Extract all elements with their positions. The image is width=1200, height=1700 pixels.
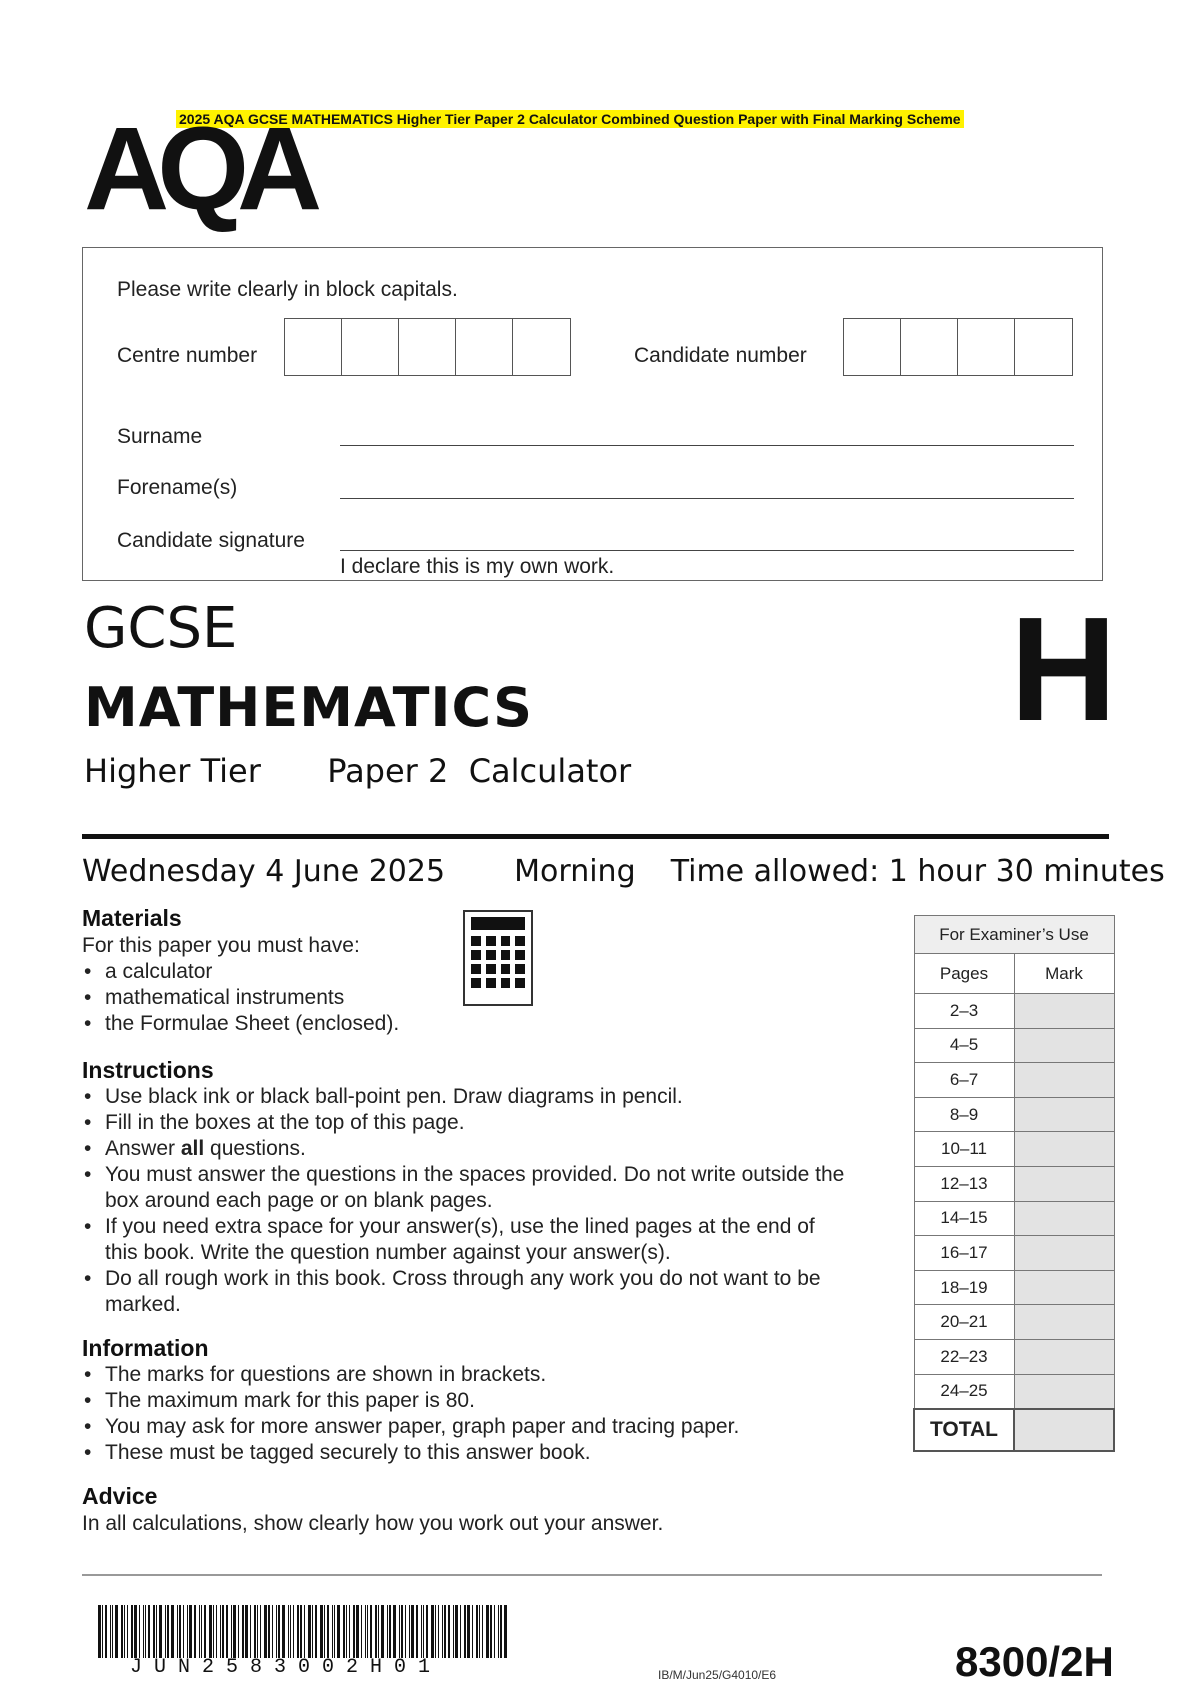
table-row: 22–23 — [914, 1339, 1114, 1374]
signature-label: Candidate signature — [117, 529, 305, 552]
time-allowed: Time allowed: 1 hour 30 minutes — [670, 854, 1165, 889]
examiner-use-table — [913, 915, 1115, 1452]
information-heading: Information — [82, 1335, 209, 1361]
exam-date-row — [82, 854, 1165, 889]
table-row: 18–19 — [914, 1270, 1114, 1305]
information-section — [82, 1335, 862, 1466]
list-item: • Use black ink or black ball-point pen. Draw diagrams in pencil. — [82, 1084, 852, 1110]
list-item: • Fill in the boxes at the top of this page. — [82, 1110, 852, 1136]
exam-date: Wednesday 4 June 2025 — [82, 854, 446, 889]
tier-letter: H — [1010, 587, 1117, 752]
table-row: 12–13 — [914, 1166, 1114, 1201]
total-row — [914, 1409, 1114, 1451]
instructions-section — [82, 1057, 852, 1318]
centre-number-label: Centre number — [117, 344, 258, 367]
list-item: • You may ask for more answer paper, graph paper and tracing paper. — [82, 1414, 862, 1440]
candidate-digit-box[interactable] — [958, 319, 1015, 375]
examiner-table-title: For Examiner’s Use — [914, 916, 1114, 954]
candidate-number-label: Candidate number — [634, 344, 807, 367]
mark-cell — [1014, 1270, 1114, 1305]
mark-cell — [1014, 1063, 1114, 1098]
materials-list — [82, 959, 842, 1037]
list-item: • a calculator — [82, 959, 842, 985]
table-row: 16–17 — [914, 1236, 1114, 1271]
list-item: • Do all rough work in this book. Cross through any work you do not want to be marked. — [82, 1266, 852, 1318]
tier-label: Higher Tier — [84, 752, 261, 790]
instructions-heading: Instructions — [82, 1057, 214, 1083]
declaration-text: I declare this is my own work. — [340, 555, 615, 578]
mark-cell — [1014, 1236, 1114, 1271]
table-row: 24–25 — [914, 1374, 1114, 1409]
mark-cell — [1014, 1305, 1114, 1340]
total-label: TOTAL — [914, 1409, 1014, 1451]
centre-digit-box[interactable] — [399, 319, 456, 375]
mark-column-header: Mark — [1014, 954, 1114, 994]
aqa-logo: AQA — [84, 103, 311, 235]
candidate-digit-box[interactable] — [901, 319, 958, 375]
table-row: 20–21 — [914, 1305, 1114, 1340]
materials-heading: Materials — [82, 905, 182, 931]
table-row: 6–7 — [914, 1063, 1114, 1098]
mark-cell — [1014, 994, 1114, 1029]
barcode-text: JUN2583002H01 — [130, 1656, 443, 1679]
title-divider — [82, 834, 1109, 839]
list-item: • The marks for questions are shown in brackets. — [82, 1362, 862, 1388]
table-row: 4–5 — [914, 1028, 1114, 1063]
mark-cell — [1014, 1097, 1114, 1132]
paper-label: Paper 2 Calculator — [327, 752, 632, 790]
table-row: 8–9 — [914, 1097, 1114, 1132]
list-item: • The maximum mark for this paper is 80. — [82, 1388, 862, 1414]
centre-digit-box[interactable] — [285, 319, 342, 375]
list-item: • If you need extra space for your answer(s), use the lined pages at the end of this book. Write the question number against your answer(s). — [82, 1214, 852, 1266]
table-row: 14–15 — [914, 1201, 1114, 1236]
mark-cell — [1014, 1201, 1114, 1236]
total-mark-cell — [1014, 1409, 1114, 1451]
barcode-icon — [98, 1605, 510, 1658]
footer-divider — [82, 1574, 1102, 1576]
subject-title: MATHEMATICS — [84, 676, 534, 739]
forenames-line[interactable] — [340, 498, 1074, 499]
advice-text: In all calculations, show clearly how you work out your answer. — [82, 1512, 664, 1535]
paper-code: 8300/2H — [955, 1638, 1114, 1685]
table-row: 2–3 — [914, 994, 1114, 1029]
mark-cell — [1014, 1166, 1114, 1201]
mark-cell — [1014, 1028, 1114, 1063]
header-banner: 2025 AQA GCSE MATHEMATICS Higher Tier Paper 2 Calculator Combined Question Paper with Final Marking Scheme — [176, 110, 964, 128]
centre-digit-box[interactable] — [513, 319, 570, 375]
mark-cell — [1014, 1374, 1114, 1409]
pages-column-header: Pages — [914, 954, 1014, 994]
candidate-details-box — [82, 247, 1103, 581]
list-item: • Answer all questions. — [82, 1136, 852, 1162]
candidate-digit-box[interactable] — [1015, 319, 1072, 375]
advice-section — [82, 1483, 862, 1537]
reference-code: IB/M/Jun25/G4010/E6 — [658, 1668, 777, 1682]
block-capitals-instruction: Please write clearly in block capitals. — [117, 278, 458, 301]
mark-cell — [1014, 1132, 1114, 1167]
surname-line[interactable] — [340, 445, 1074, 446]
centre-number-boxes[interactable] — [284, 318, 571, 376]
list-item: • You must answer the questions in the spaces provided. Do not write outside the box around each page or on blank pages. — [82, 1162, 852, 1214]
exam-session: Morning — [514, 854, 636, 889]
list-item: • the Formulae Sheet (enclosed). — [82, 1011, 842, 1037]
instructions-list — [82, 1084, 852, 1318]
centre-digit-box[interactable] — [342, 319, 399, 375]
advice-heading: Advice — [82, 1483, 158, 1509]
candidate-digit-box[interactable] — [844, 319, 901, 375]
information-list — [82, 1362, 862, 1466]
forenames-label: Forename(s) — [117, 476, 238, 499]
materials-section — [82, 905, 842, 1037]
candidate-number-boxes[interactable] — [843, 318, 1073, 376]
centre-digit-box[interactable] — [456, 319, 513, 375]
tier-paper-row — [84, 752, 631, 790]
qualification-title: GCSE — [84, 596, 238, 661]
signature-line[interactable] — [340, 550, 1074, 551]
list-item: • mathematical instruments — [82, 985, 842, 1011]
mark-cell — [1014, 1339, 1114, 1374]
materials-intro: For this paper you must have: — [82, 934, 360, 957]
list-item: • These must be tagged securely to this answer book. — [82, 1440, 862, 1466]
table-row: 10–11 — [914, 1132, 1114, 1167]
calculator-icon — [463, 910, 533, 1006]
surname-label: Surname — [117, 425, 203, 448]
